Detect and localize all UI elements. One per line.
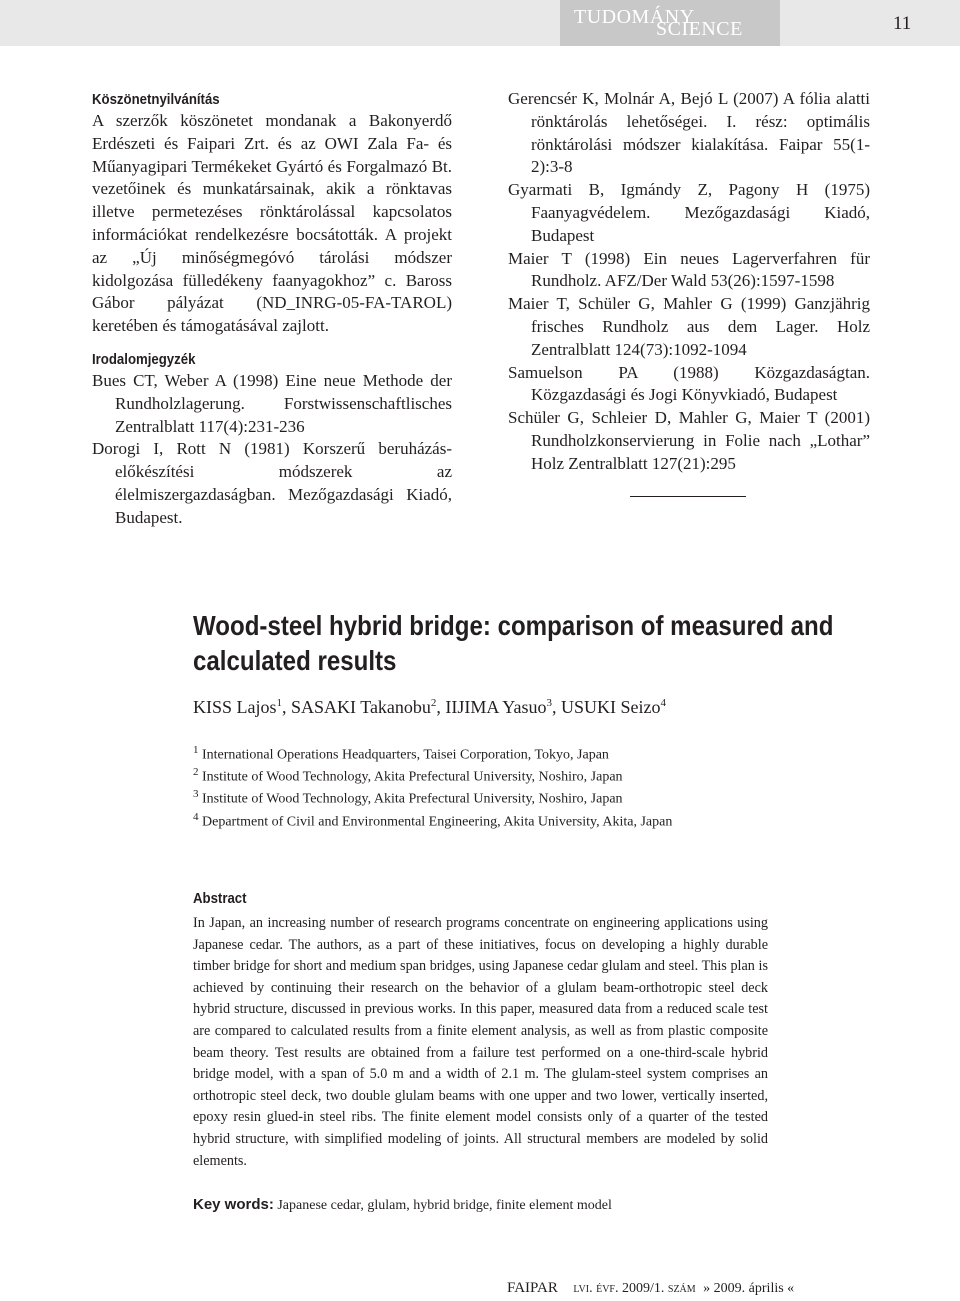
references-heading: Irodalomjegyzék <box>92 350 196 368</box>
reference-item: Gyarmati B, Igmándy Z, Pagony H (1975) Faanyagvédelem. Mezőgazdasági Kiadó, Budapest <box>508 180 870 245</box>
journal-volume: lvi. évf. 2009/1. szám <box>573 1281 696 1296</box>
affiliation-number: 1 <box>193 744 199 756</box>
keywords-label: Key words: <box>193 1196 274 1213</box>
author-affiliation-marker: 4 <box>660 697 666 709</box>
journal-name: FAIPAR <box>507 1280 558 1296</box>
title-line: calculated results <box>193 645 397 676</box>
author-separator: , <box>551 697 561 717</box>
author-name: IIJIMA Yasuo <box>445 697 547 717</box>
acknowledgement-text: A szerzők köszönetet mondanak a Bakonyerdő Erdészeti és Faipari Zrt. és az OWI Zala Fa- és Műanyagipari Termékeket Gyártó és Forgalmazó Bt. vezetőinek és munkatársainak, akik a rönktavas illetve permetezéses rönktárolással kapcsolatos információkat rendelkezésre bocsátották. A projekt az „Új minőségmegóvó tárolási módszer kidolgozása fülledékeny faanyagokhoz” c. Baross Gábor pályázat (ND_INRG-05-FA-TAROL) keretében és támogatásával zajlott. <box>92 111 452 336</box>
affiliation-text: International Operations Headquarters, Taisei Corporation, Tokyo, Japan <box>202 747 609 763</box>
affiliation-text: Institute of Wood Technology, Akita Prefectural University, Noshiro, Japan <box>202 791 623 807</box>
author-list <box>193 697 666 718</box>
section-label-hungarian: TUDOMÁNY <box>574 6 695 28</box>
header-bar <box>0 0 960 46</box>
reference-item: Gerencsér K, Molnár A, Bejó L (2007) A fólia alatti rönktárolás lehetőségei. I. rész: optimális rönktárolási módszer kialakítása. Faipar 55(1-2):3-8 <box>508 89 870 177</box>
author-affiliation-marker: 3 <box>546 697 552 709</box>
affiliation-text: Department of Civil and Environmental Engineering, Akita University, Akita, Japan <box>202 814 673 830</box>
affiliation-item <box>193 744 609 764</box>
author-name: USUKI Seizo <box>560 697 661 717</box>
affiliation-number: 3 <box>193 788 199 800</box>
reference-item: Maier T, Schüler G, Mahler G (1999) Ganzjährig frisches Rundholz aus dem Lager. Holz Zentralblatt 124(73):1092-1094 <box>508 294 870 359</box>
affiliation-number: 2 <box>193 766 199 778</box>
abstract-text: In Japan, an increasing number of research programs concentrate on engineering applications using Japanese cedar. The authors, as a part of these initiatives, focus on developing a highly durable timber bridge for short and medium span bridges, using Japanese cedar glulam and steel. This plan is achieved by continuing their research on the behavior of a glulam beam-orthotropic steel deck hybrid structure, discussed in previous works. In this paper, measured data from a reduced scale test are compared to calculated results from a finite element analysis, as well as from plastic composite beam theory. Test results are obtained from a failure test performed on a one-third-scale hybrid bridge model, with a span of 5.0 m and a width of 2.1 m. The glulam-steel system comprises an orthotropic steel deck, two double glulam beams with one upper and two lower, vertically inserted, epoxy resin glued-in steel ribs. The finite element model consists only of a quarter of the tested hybrid structure, with simplified modeling of joints. All structural members are modeled by solid elements. <box>193 915 768 1169</box>
author-name: SASAKI Takanobu <box>291 697 431 717</box>
title-line: Wood-steel hybrid bridge: comparison of measured and <box>193 610 834 641</box>
article-end-rule <box>630 496 746 497</box>
right-column <box>508 88 870 476</box>
author-affiliation-marker: 2 <box>430 697 437 709</box>
affiliation-number: 4 <box>193 811 199 823</box>
author-affiliation-marker: 1 <box>276 697 283 709</box>
author-name: KISS Lajos <box>193 697 277 717</box>
keywords-text: Japanese cedar, glulam, hybrid bridge, finite element model <box>277 1198 612 1213</box>
reference-item: Bues CT, Weber A (1998) Eine neue Methode der Rundholzlagerung. Forstwissenschaftlisches Zentralblatt 117(4):231-236 <box>92 370 452 436</box>
reference-item: Dorogi I, Rott N (1981) Korszerű beruházás-előkészítési módszerek az élelmiszergazdaságban. Mezőgazdasági Kiadó, Budapest. <box>92 439 452 527</box>
reference-item: Samuelson PA (1988) Közgazdaságtan. Közgazdasági és Jogi Könyvkiadó, Budapest <box>508 362 870 405</box>
article-title <box>193 608 834 678</box>
affiliation-item <box>193 766 623 786</box>
reference-item: Maier T (1998) Ein neues Lagerverfahren für Rundholz. AFZ/Der Wald 53(26):1597-1598 <box>508 248 870 291</box>
author-separator: , <box>436 697 446 717</box>
left-column <box>92 88 452 530</box>
page-number: 11 <box>893 13 912 34</box>
section-label-english: SCIENCE <box>656 18 743 40</box>
page-footer <box>507 1280 794 1297</box>
reference-item: Schüler G, Schleier D, Mahler G, Maier T (2001) Rundholzkonservierung in Folie nach „Lothar” Holz Zentralblatt 127(21):295 <box>508 408 870 473</box>
abstract-heading: Abstract <box>193 890 247 907</box>
author-separator: , <box>282 697 292 717</box>
issue-date: » 2009. április « <box>703 1281 795 1296</box>
affiliation-item <box>193 811 672 831</box>
affiliation-text: Institute of Wood Technology, Akita Prefectural University, Noshiro, Japan <box>202 769 623 785</box>
affiliation-item <box>193 788 623 808</box>
keywords <box>193 1196 612 1214</box>
acknowledgement-heading: Köszönetnyilvánítás <box>92 91 220 108</box>
